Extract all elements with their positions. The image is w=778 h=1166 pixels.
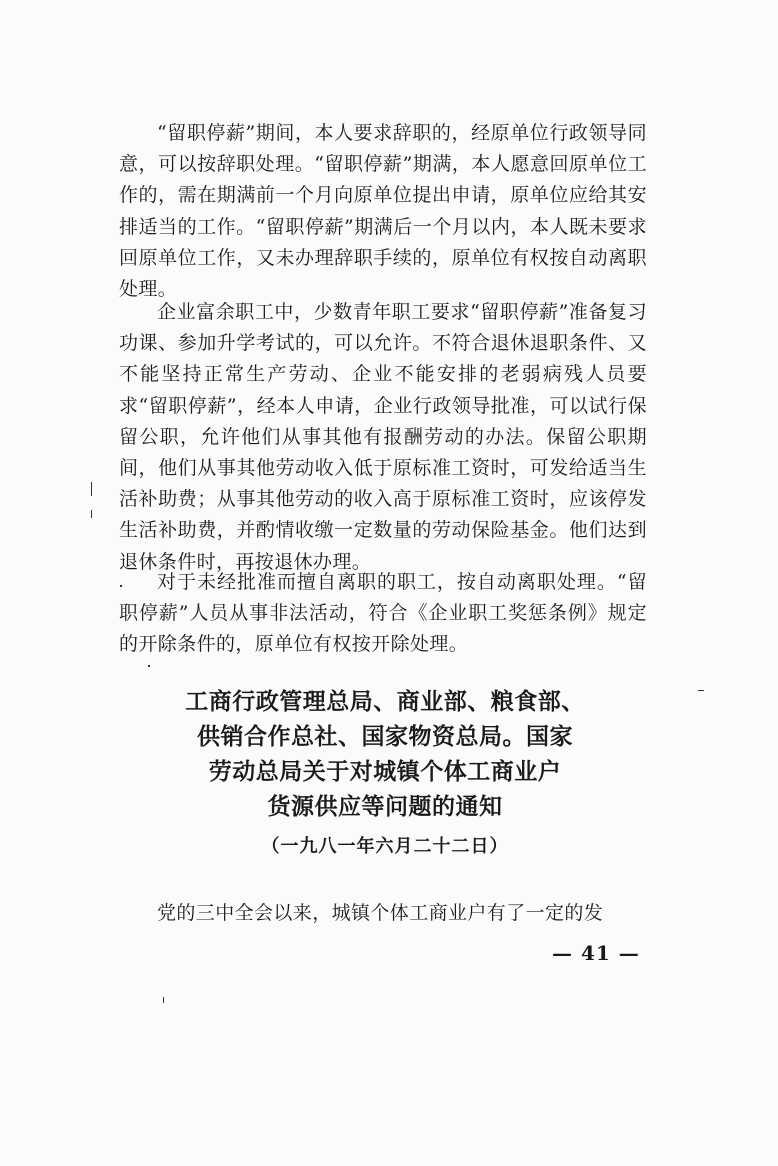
- paragraph-notice-body: 党的三中全会以来，城镇个体工商业户有了一定的发: [157, 902, 604, 924]
- scan-speck: [163, 997, 164, 1003]
- notice-title-line: 供销合作总社、国家物资总局。国家: [197, 723, 573, 750]
- notice-title-line: 货源供应等问题的通知: [267, 793, 503, 820]
- notice-title-line: 工商行政管理总局、商业部、粮食部、: [185, 688, 585, 715]
- paragraph-surplus-workers: 企业富余职工中，少数青年职工要求“留职停薪”准备复习功课、参加升学考试的，可以允许。不符合退休退职条件、又不能坚持正常生产劳动、企业不能安排的老弱病残人员要求“留职停薪”，经本人申请，企业行政领导批准，可以试行保留公职，允许他们从事其他有报酬劳动的办法。保留公职期间，他们从事其他劳动收入低于原标准工资时，可发给适当生活补助费；从事其他劳动的收入高于原标准工资时，应该停发生活补助费，并酌情收缴一定数量的劳动保险基金。他们达到退休条件时，再按退休办理。: [119, 301, 647, 573]
- paragraph-unauthorized-leave: 对于未经批准而擅自离职的职工，按自动离职处理。“留职停薪”人员从事非法活动，符合《企业职工奖惩条例》规定的开除条件的，原单位有权按开除处理。: [119, 571, 647, 656]
- paragraph-resignation: “留职停薪”期间，本人要求辞职的，经原单位行政领导同意，可以按辞职处理。“留职停薪”期满，本人愿意回原单位工作的，需在期满前一个月向原单位提出申请，原单位应给其安排适当的工作。“留职停薪”期满后一个月以内，本人既未要求回原单位工作，又未办理辞职手续的，原单位有权按自动离职处理。: [119, 122, 647, 301]
- notice-title-line: 劳动总局关于对城镇个体工商业户: [208, 758, 562, 785]
- notice-date: （一九八一年六月二十二日）: [261, 836, 509, 857]
- notice-title: [150, 684, 620, 824]
- scan-speck: [91, 510, 92, 518]
- scan-speck: [91, 482, 92, 496]
- scan-speck: [698, 690, 704, 691]
- scan-speck: [120, 585, 122, 587]
- page-number: — 41 —: [552, 941, 640, 965]
- scan-speck: [148, 665, 150, 667]
